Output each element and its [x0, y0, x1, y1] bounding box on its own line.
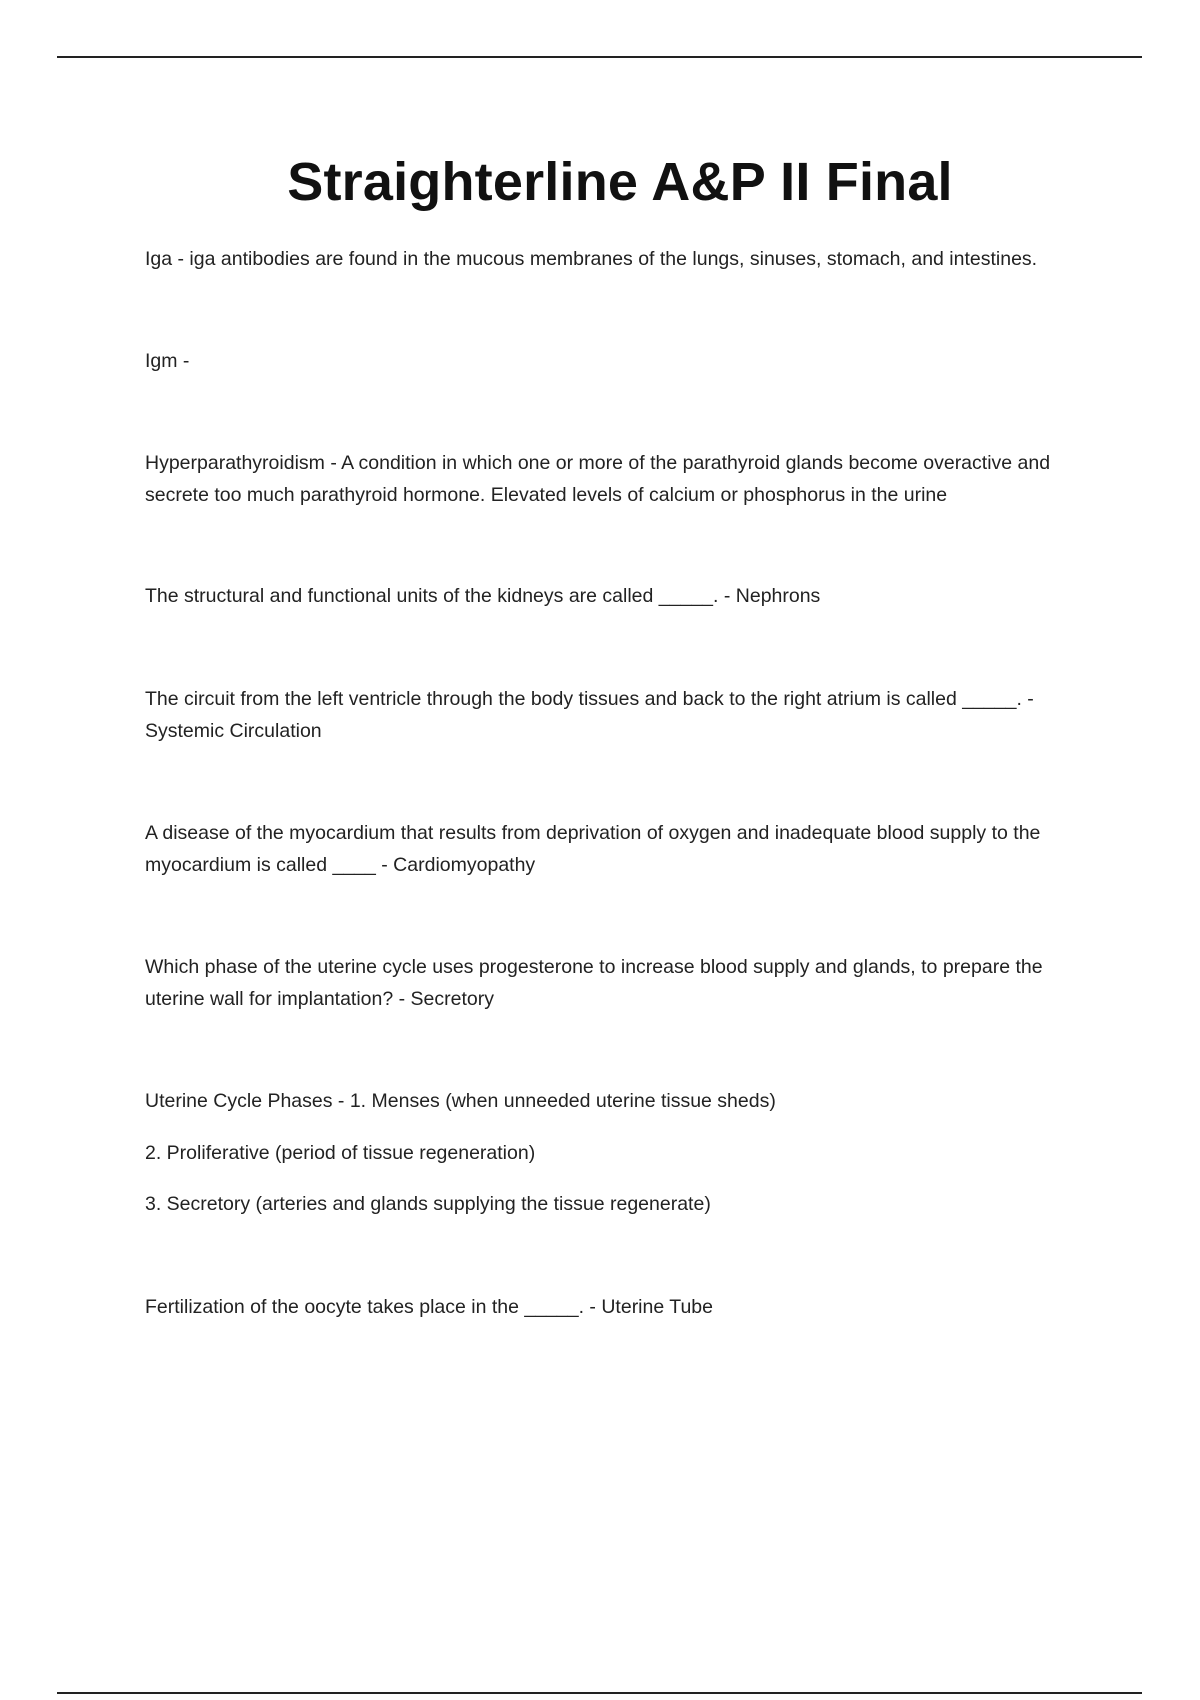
- flashcard-cardiomyopathy: A disease of the myocardium that results from deprivation of oxygen and inadequate blood supply to the myocardium is called ____ - Cardiomyopathy: [145, 822, 1041, 876]
- flashcard-iga: Iga - iga antibodies are found in the mucous membranes of the lungs, sinuses, stomach, and intestines.: [145, 248, 1038, 270]
- uterine-phase-proliferative: 2. Proliferative (period of tissue regeneration): [145, 1142, 536, 1164]
- flashcard-nephrons: The structural and functional units of the kidneys are called _____. - Nephrons: [145, 585, 821, 607]
- flashcard-uterine-tube: Fertilization of the oocyte takes place in the _____. - Uterine Tube: [145, 1296, 713, 1318]
- bottom-rule: [57, 1692, 1142, 1694]
- flashcard-systemic-circulation: The circuit from the left ventricle through the body tissues and back to the right atrium is called _____. - Systemic Circulation: [145, 688, 1034, 742]
- flashcard-hyperparathyroidism: Hyperparathyroidism - A condition in which one or more of the parathyroid glands become overactive and secrete too much parathyroid hormone. Elevated levels of calcium or phosphorus in the urine: [145, 452, 1051, 506]
- top-rule: [57, 56, 1142, 58]
- flashcard-secretory: Which phase of the uterine cycle uses progesterone to increase blood supply and glands, to prepare the uterine wall for implantation? - Secretory: [145, 956, 1043, 1010]
- flashcard-igm: Igm -: [145, 350, 190, 372]
- document-title: Straighterline A&P II Final: [287, 152, 953, 212]
- flashcard-uterine-cycle-phases: Uterine Cycle Phases - 1. Menses (when unneeded uterine tissue sheds): [145, 1090, 776, 1112]
- uterine-phase-secretory: 3. Secretory (arteries and glands supplying the tissue regenerate): [145, 1193, 711, 1215]
